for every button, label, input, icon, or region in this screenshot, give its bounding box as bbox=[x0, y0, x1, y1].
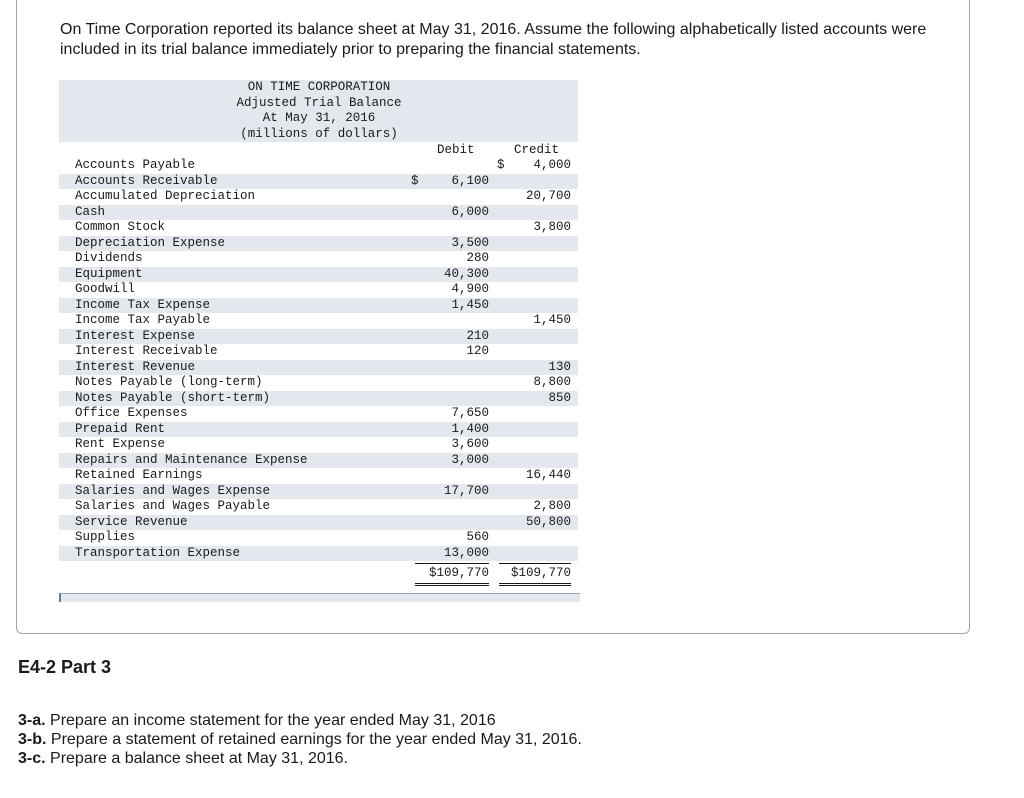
account-rows bbox=[59, 158, 578, 561]
task-text: Prepare an income statement for the year ended May 31, 2016 bbox=[45, 712, 496, 729]
account-name: Salaries and Wages Expense bbox=[75, 483, 271, 498]
debit-amount: 6,000 bbox=[451, 204, 489, 219]
credit-amount: 3,800 bbox=[533, 220, 571, 234]
account-name: Office Expenses bbox=[75, 406, 188, 420]
task-text: Prepare a balance sheet at May 31, 2016. bbox=[45, 750, 348, 767]
table-row bbox=[59, 375, 578, 391]
account-name: Retained Earnings bbox=[75, 468, 203, 482]
table-row bbox=[59, 422, 578, 438]
account-name: Rent Expense bbox=[75, 437, 166, 451]
table-row bbox=[59, 344, 578, 360]
debit-amount: 1,450 bbox=[451, 297, 489, 312]
table-row bbox=[59, 530, 578, 546]
trial-balance-header bbox=[59, 80, 578, 142]
table-row bbox=[59, 546, 578, 562]
table-row bbox=[59, 205, 578, 221]
debit-double-rule bbox=[415, 583, 489, 586]
table-row bbox=[59, 282, 578, 298]
task-label: 3-a. bbox=[18, 712, 46, 729]
account-name: Income Tax Payable bbox=[75, 313, 211, 327]
credit-total-rule bbox=[499, 563, 571, 564]
debit-amount: 280 bbox=[466, 251, 489, 265]
table-footer bbox=[59, 593, 580, 602]
debit-amount: 3,600 bbox=[451, 437, 489, 451]
company-name: ON TIME CORPORATION bbox=[247, 80, 391, 94]
debit-amount: 3,000 bbox=[451, 452, 489, 467]
account-name: Cash bbox=[75, 204, 106, 219]
debit-total-rule bbox=[415, 563, 489, 564]
statement-date: At May 31, 2016 bbox=[262, 111, 376, 125]
statement-name: Adjusted Trial Balance bbox=[236, 95, 402, 110]
credit-amount bbox=[497, 158, 571, 174]
table-row bbox=[59, 220, 578, 236]
table-row bbox=[59, 267, 578, 283]
credit-amount: 2,800 bbox=[533, 499, 571, 513]
debit-total: $109,770 bbox=[428, 566, 489, 580]
table-row bbox=[59, 499, 578, 515]
account-name: Prepaid Rent bbox=[75, 421, 166, 436]
account-name: Equipment bbox=[75, 266, 143, 281]
credit-amount: 850 bbox=[548, 390, 571, 405]
debit-amount: 1,400 bbox=[451, 421, 489, 436]
debit-value: 6,100 bbox=[451, 173, 489, 188]
account-name: Repairs and Maintenance Expense bbox=[75, 452, 308, 467]
credit-amount: 50,800 bbox=[525, 514, 571, 529]
account-name: Accounts Payable bbox=[75, 158, 196, 172]
table-row bbox=[59, 360, 578, 376]
credit-amount: 8,800 bbox=[533, 375, 571, 389]
table-row bbox=[59, 453, 578, 469]
task-label: 3-c. bbox=[18, 750, 46, 767]
debit-amount: 17,700 bbox=[443, 483, 489, 498]
table-row bbox=[59, 484, 578, 500]
debit-header: Debit bbox=[437, 143, 475, 157]
table-row bbox=[59, 437, 578, 453]
account-name: Notes Payable (long-term) bbox=[75, 375, 263, 389]
task-list bbox=[18, 711, 582, 768]
debit-amount: 7,650 bbox=[451, 406, 489, 420]
dollar-sign: $ bbox=[411, 173, 419, 188]
credit-amount: 16,440 bbox=[525, 468, 571, 482]
credit-amount: 20,700 bbox=[525, 189, 571, 203]
account-name: Depreciation Expense bbox=[75, 235, 226, 250]
table-row bbox=[59, 158, 578, 174]
account-name: Notes Payable (short-term) bbox=[75, 390, 271, 405]
table-row bbox=[59, 329, 578, 345]
table-row bbox=[59, 468, 578, 484]
account-name: Common Stock bbox=[75, 220, 166, 234]
table-row bbox=[59, 236, 578, 252]
task-label: 3-b. bbox=[18, 731, 47, 748]
task-text: Prepare a statement of retained earnings for the year ended May 31, 2016. bbox=[46, 731, 582, 748]
account-name: Interest Revenue bbox=[75, 359, 196, 374]
trial-balance-table bbox=[59, 80, 578, 602]
credit-amount: 1,450 bbox=[533, 313, 571, 327]
account-name: Accounts Receivable bbox=[75, 173, 218, 188]
credit-double-rule bbox=[499, 583, 571, 586]
account-name: Accumulated Depreciation bbox=[75, 189, 256, 203]
account-name: Interest Expense bbox=[75, 328, 196, 343]
account-name: Interest Receivable bbox=[75, 344, 218, 358]
account-name: Income Tax Expense bbox=[75, 297, 211, 312]
debit-amount: 560 bbox=[466, 530, 489, 544]
account-name: Supplies bbox=[75, 530, 136, 544]
table-row bbox=[59, 406, 578, 422]
debit-amount bbox=[411, 174, 489, 190]
account-name: Goodwill bbox=[75, 282, 136, 296]
debit-amount: 4,900 bbox=[451, 282, 489, 296]
table-row bbox=[59, 391, 578, 407]
dollar-sign: $ bbox=[497, 158, 505, 172]
task-3c bbox=[18, 749, 582, 768]
debit-amount: 120 bbox=[466, 344, 489, 358]
table-row bbox=[59, 515, 578, 531]
credit-header: Credit bbox=[514, 143, 560, 157]
task-3a bbox=[18, 711, 582, 730]
credit-value: 4,000 bbox=[533, 158, 571, 172]
account-name: Service Revenue bbox=[75, 514, 188, 529]
debit-amount: 210 bbox=[466, 328, 489, 343]
debit-amount: 3,500 bbox=[451, 235, 489, 250]
account-name: Dividends bbox=[75, 251, 143, 265]
statement-units: (millions of dollars) bbox=[240, 126, 398, 141]
debit-amount: 40,300 bbox=[443, 266, 489, 281]
debit-amount: 13,000 bbox=[443, 545, 489, 560]
account-name: Transportation Expense bbox=[75, 545, 241, 560]
table-row bbox=[59, 174, 578, 190]
task-3b bbox=[18, 730, 582, 749]
table-row bbox=[59, 298, 578, 314]
credit-amount: 130 bbox=[548, 359, 571, 374]
credit-total: $109,770 bbox=[510, 566, 571, 580]
table-row bbox=[59, 189, 578, 205]
part-title: E4-2 Part 3 bbox=[18, 657, 112, 677]
table-row bbox=[59, 313, 578, 329]
account-name: Salaries and Wages Payable bbox=[75, 499, 271, 513]
intro-text: On Time Corporation reported its balance sheet at May 31, 2016. Assume the following alphabetically listed accounts were included in its trial balance immediately prior to preparing the financial statements. bbox=[60, 21, 927, 58]
table-row bbox=[59, 251, 578, 267]
